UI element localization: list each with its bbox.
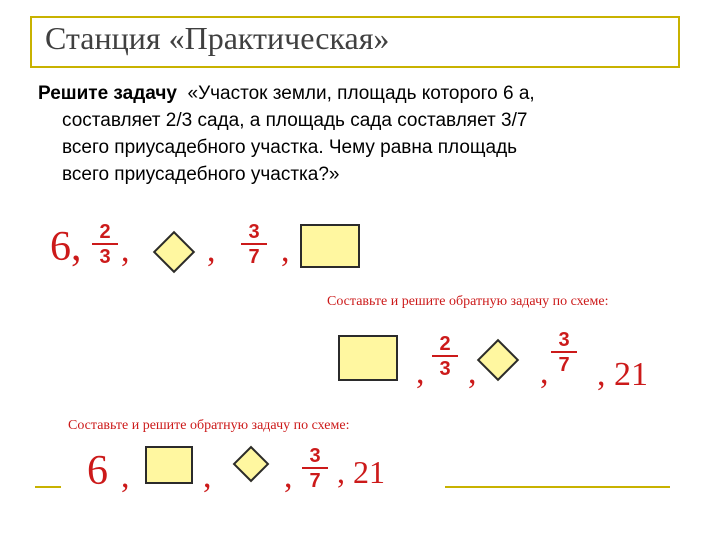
scheme2-value: , 21 [597,356,648,393]
scheme3-diamond-shape [233,446,270,483]
scheme2-comma-1: , [416,354,425,391]
scheme1-comma-2: , [207,232,216,269]
scheme2-comma-3: , [540,354,549,391]
frame-left-line [30,16,32,68]
scheme3-fraction-bar [302,467,328,469]
bottom-right-line [445,486,670,488]
scheme2-comma-2: , [468,354,477,391]
scheme3-value: , 21 [337,454,385,490]
slide-title: Станция «Практическая» [45,20,390,56]
scheme1-diamond-shape [153,231,195,273]
scheme3-fraction-denominator: 7 [309,470,321,492]
scheme3-comma-3: , [284,458,293,495]
scheme2-fraction-a-denominator: 3 [439,358,451,380]
scheme2-fraction-a [432,334,458,379]
scheme3-six: 6 [87,448,108,494]
scheme1-comma-1: , [121,232,130,269]
problem-line-1 [38,80,698,107]
scheme2-fraction-a-numerator: 2 [439,333,451,355]
scheme1-six: 6, [50,224,82,270]
scheme3-comma-2: , [203,458,212,495]
scheme1-rectangle-shape [300,224,360,268]
problem-lead: Решите задачу [38,83,177,104]
scheme2-diamond-shape [477,339,519,381]
scheme1-fraction-a-denominator: 3 [99,246,111,268]
scheme1-fraction-b-bar [241,243,267,245]
problem-line-2: составляет 2/3 сада, а площадь сада составляет 3/7 [62,110,528,131]
frame-title-underline [30,66,680,68]
scheme2-fraction-a-bar [432,355,458,357]
scheme2-fraction-b-numerator: 3 [558,329,570,351]
frame-right-line [678,16,680,68]
scheme1-comma-3: , [281,232,290,269]
scheme1-fraction-b-denominator: 7 [248,246,260,268]
problem-line-4: всего приусадебного участка?» [62,164,340,185]
scheme2-fraction-b-denominator: 7 [558,354,570,376]
frame-top-line [30,16,680,18]
scheme3-fraction [302,446,328,491]
scheme2-rectangle-shape [338,335,398,381]
scheme1-fraction-a-bar [92,243,118,245]
scheme1-fraction-b-numerator: 3 [248,221,260,243]
scheme1-fraction-b [241,222,267,267]
scheme3-fraction-numerator: 3 [309,445,321,467]
scheme3-rectangle-shape [145,446,193,484]
problem-line-3: всего приусадебного участка. Чему равна площадь [62,137,518,158]
scheme1-fraction-a-numerator: 2 [99,221,111,243]
problem-text-line-1: «Участок земли, площадь которого 6 а, [187,83,535,104]
bottom-left-line [35,486,61,488]
scheme2-fraction-b-bar [551,351,577,353]
scheme3-comma-1: , [121,458,130,495]
scheme2-fraction-b [551,330,577,375]
scheme1-fraction-a [92,222,118,267]
problem-text [38,80,698,188]
scheme3-caption: Составьте и решите обратную задачу по схеме: [68,418,350,433]
scheme2-caption: Составьте и решите обратную задачу по схеме: [327,294,609,309]
